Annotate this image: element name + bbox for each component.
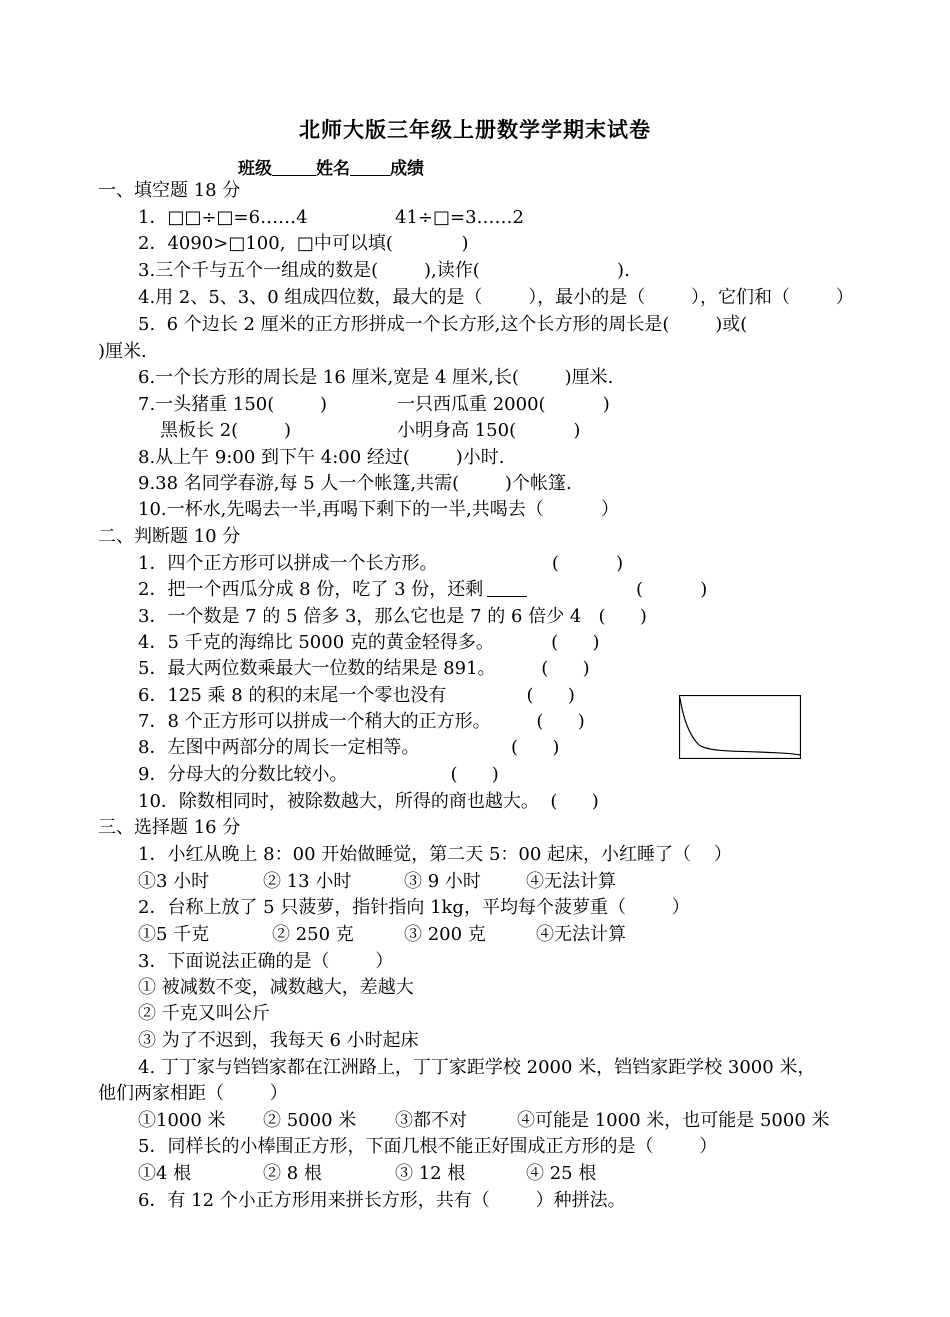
s3-q3-option-3: ③ 为了不迟到，我每天 6 小时起床 xyxy=(138,1030,419,1051)
s3-q5-option-1: ①4 根 xyxy=(138,1163,192,1184)
s3-q2-option-1: ①5 千克 xyxy=(138,924,210,945)
s3-question-4a: 4. 丁丁家与铛铛家都在江洲路上，丁丁家距学校 2000 米，铛铛家距学校 3000 米， xyxy=(138,1057,816,1078)
s1-question-5a: 5. 6 个边长 2 厘米的正方形拼成一个长方形,这个长方形的周长是( )或( xyxy=(138,314,748,335)
s1-question-7b: 一只西瓜重 2000( ) xyxy=(397,394,610,415)
page-title: 北师大版三年级上册数学学期末试卷 xyxy=(299,118,651,142)
s1-question-6: 6.一个长方形的周长是 16 厘米,宽是 4 厘米,长( )厘米. xyxy=(138,367,614,388)
s3-q3-option-2: ② 千克又叫公斤 xyxy=(138,1003,270,1024)
s3-q2-option-3: ③ 200 克 xyxy=(404,924,486,945)
figure-curve xyxy=(680,698,800,755)
student-info-line xyxy=(238,154,424,179)
s1-question-7c: 黑板长 2( ) xyxy=(160,420,291,441)
s2-question-2-blank xyxy=(487,580,527,597)
s1-question-7d: 小明身高 150( ) xyxy=(397,420,581,441)
s1-question-8: 8.从上午 9:00 到下午 4:00 经过( )小时. xyxy=(138,447,505,468)
divided-rectangle-figure xyxy=(679,695,801,759)
s3-q1-option-3: ③ 9 小时 xyxy=(404,871,481,892)
s3-q1-option-4: ④无法计算 xyxy=(526,871,616,892)
score-label: 成绩 xyxy=(390,159,424,179)
s2-question-3: 3．一个数是 7 的 5 倍多 3，那么它也是 7 的 6 倍少 4 ( ) xyxy=(138,606,647,627)
s2-question-4: 4．5 千克的海绵比 5000 克的黄金轻得多。 ( ) xyxy=(138,632,600,653)
name-label: 姓名 xyxy=(316,159,350,179)
name-blank xyxy=(350,159,390,176)
s3-question-1: 1．小红从晚上 8：00 开始做睡觉，第二天 5：00 起床，小红睡了（ ） xyxy=(138,844,732,865)
s1-question-10: 10.一杯水,先喝去一半,再喝下剩下的一半,共喝去（ ） xyxy=(138,499,620,520)
s3-question-4b: 他们两家相距（ ） xyxy=(98,1083,288,1104)
s3-q3-option-1: ① 被减数不变，减数越大，差越大 xyxy=(138,977,414,998)
s3-q4-option-1: ①1000 米 xyxy=(138,1110,226,1131)
s3-q4-option-2: ② 5000 米 xyxy=(263,1110,357,1131)
s3-question-6: 6．有 12 个小正方形用来拼长方形，共有（ ）种拼法。 xyxy=(138,1190,626,1211)
class-label: 班级 xyxy=(238,159,272,179)
s1-question-7a: 7.一头猪重 150( ) xyxy=(138,394,328,415)
s2-question-8: 8．左图中两部分的周长一定相等。 ( ) xyxy=(138,737,560,758)
figure-outline xyxy=(680,696,801,759)
s3-question-3: 3．下面说法正确的是（ ） xyxy=(138,951,394,972)
s2-question-10: 10．除数相同时，被除数越大，所得的商也越大。 ( ) xyxy=(138,791,599,812)
s2-question-9: 9．分母大的分数比较小。 ( ) xyxy=(138,764,499,785)
s3-q1-option-2: ② 13 小时 xyxy=(263,871,352,892)
s3-q5-option-3: ③ 12 根 xyxy=(395,1163,466,1184)
section-heading-true-false: 二、判断题 10 分 xyxy=(98,526,241,547)
s2-question-7: 7．8 个正方形可以拼成一个稍大的正方形。 ( ) xyxy=(138,711,585,732)
s2-question-1: 1．四个正方形可以拼成一个长方形。 ( ) xyxy=(138,553,624,574)
s3-q2-option-2: ② 250 克 xyxy=(272,924,354,945)
s3-q5-option-4: ④ 25 根 xyxy=(526,1163,597,1184)
s1-question-2: 2．4090>□100, □中可以填( ) xyxy=(138,233,469,254)
s2-question-6: 6．125 乘 8 的积的末尾一个零也没有 ( ) xyxy=(138,685,575,706)
s3-q2-option-4: ④无法计算 xyxy=(536,924,626,945)
section-heading-fill-in: 一、填空题 18 分 xyxy=(98,180,241,201)
s1-question-3: 3.三个千与五个一组成的数是( ),读作( ). xyxy=(138,260,630,281)
s2-question-2: 2．把一个西瓜分成 8 份，吃了 3 份，还剩 xyxy=(138,579,484,600)
section-heading-choice: 三、选择题 16 分 xyxy=(98,817,241,838)
s1-question-5b: )厘米. xyxy=(98,341,147,362)
s3-q4-option-3: ③都不对 xyxy=(395,1110,467,1131)
s1-question-4: 4.用 2、5、3、0 组成四位数，最大的是（ ），最小的是（ ），它们和（ ） xyxy=(138,287,854,308)
s3-question-5: 5．同样长的小棒围正方形，下面几根不能正好围成正方形的是（ ） xyxy=(138,1136,718,1157)
s1-question-9: 9.38 名同学春游,每 5 人一个帐篷,共需( )个帐篷. xyxy=(138,473,572,494)
s2-question-2-line xyxy=(138,578,527,602)
s3-q1-option-1: ①3 小时 xyxy=(138,871,210,892)
s3-q4-option-4: ④可能是 1000 米，也可能是 5000 米 xyxy=(517,1110,830,1131)
s1-question-1a: 1．□□÷□=6……4 xyxy=(138,207,308,228)
s2-question-2-answer: ( ) xyxy=(636,579,708,600)
s3-q5-option-2: ② 8 根 xyxy=(263,1163,322,1184)
class-blank xyxy=(272,159,316,176)
s1-question-1b: 41÷□=3……2 xyxy=(395,207,524,228)
s2-question-5: 5．最大两位数乘最大一位数的结果是 891。 ( ) xyxy=(138,658,590,679)
s3-question-2: 2．台称上放了 5 只菠萝，指针指向 1kg，平均每个菠萝重（ ） xyxy=(138,897,690,918)
